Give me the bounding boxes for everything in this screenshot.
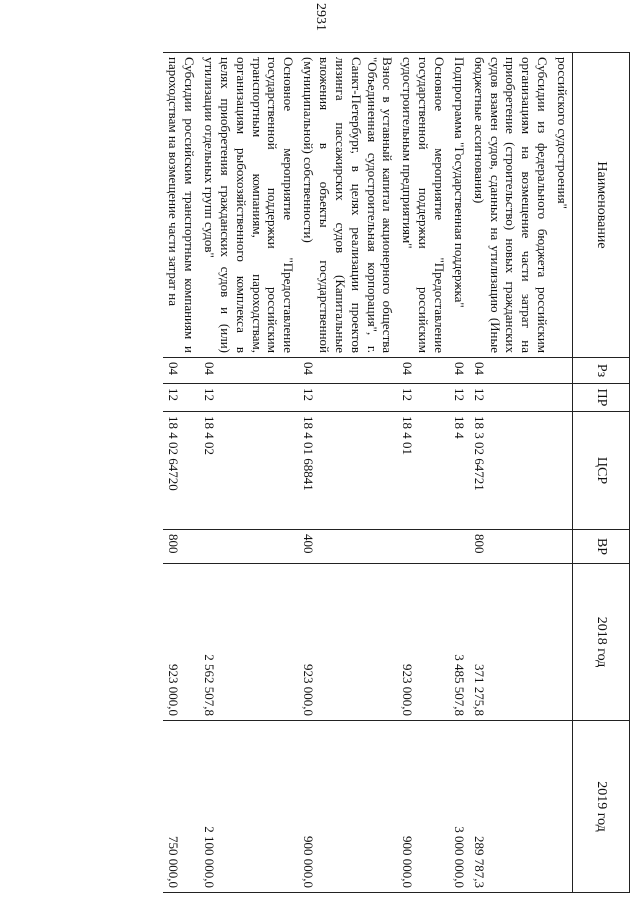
row-csr xyxy=(552,412,572,530)
rotated-page xyxy=(50,52,630,892)
row-csr: 18 4 01 68841 xyxy=(298,412,397,530)
header-2019: 2019 год xyxy=(573,721,630,893)
page-number: 2931 xyxy=(313,3,328,31)
table-header xyxy=(573,53,630,893)
header-2018: 2018 год xyxy=(573,564,630,721)
header-name: Наименование xyxy=(573,53,630,358)
row-vr xyxy=(552,530,572,564)
row-vr xyxy=(199,530,298,564)
row-2019: 900 000,0 xyxy=(298,721,397,893)
row-2019 xyxy=(552,721,572,893)
row-rz: 04 xyxy=(199,358,298,384)
row-pr: 12 xyxy=(199,384,298,412)
row-name: Субсидии из федерального бюджета российским организациям на возмещение части затрат на приобретение (строительство) новых гражданских судов взамен судов, сданных на утилизацию (Иные бюджетные ассигнования) xyxy=(469,53,552,358)
row-2018: 923 000,0 xyxy=(163,564,199,721)
row-pr xyxy=(552,384,572,412)
row-vr xyxy=(449,530,469,564)
row-2018: 3 485 507,8 xyxy=(449,564,469,721)
row-name: Основное мероприятие "Предоставление государственной поддержки российским судостроительным предприятиям" xyxy=(397,53,449,358)
row-2019: 2 100 000,0 xyxy=(199,721,298,893)
row-2019: 750 000,0 xyxy=(163,721,199,893)
row-csr: 18 4 02 64720 xyxy=(163,412,199,530)
row-2019: 289 787,3 xyxy=(469,721,552,893)
row-name: Подпрограмма "Государственная поддержка" xyxy=(449,53,469,358)
row-rz: 04 xyxy=(298,358,397,384)
row-pr: 12 xyxy=(163,384,199,412)
row-2018 xyxy=(552,564,572,721)
table-row xyxy=(449,53,469,893)
table-row xyxy=(469,53,552,893)
row-name: Основное мероприятие "Предоставление государственной поддержки российским транспортным компаниям, пароходствам, организациям рыбохозяйственного комплекса в целях приобретения гражданских судов и (или) утилизации отдельных групп судов" xyxy=(199,53,298,358)
header-rz: Рз xyxy=(573,358,630,384)
row-rz: 04 xyxy=(163,358,199,384)
header-pr: ПР xyxy=(573,384,630,412)
row-2018: 371 275,8 xyxy=(469,564,552,721)
row-csr: 18 4 xyxy=(449,412,469,530)
row-pr: 12 xyxy=(397,384,449,412)
header-vr: ВР xyxy=(573,530,630,564)
table-row xyxy=(163,53,199,893)
row-name: Субсидии российским транспортным компаниям и пароходствам на возмещение части затрат на xyxy=(163,53,199,358)
row-rz: 04 xyxy=(469,358,552,384)
table-row xyxy=(552,53,572,893)
row-name: российского судостроения" xyxy=(552,53,572,358)
row-rz xyxy=(552,358,572,384)
row-vr xyxy=(397,530,449,564)
table-row xyxy=(397,53,449,893)
row-vr: 800 xyxy=(163,530,199,564)
table-row xyxy=(298,53,397,893)
row-pr: 12 xyxy=(449,384,469,412)
header-csr: ЦСР xyxy=(573,412,630,530)
row-rz: 04 xyxy=(449,358,469,384)
row-pr: 12 xyxy=(469,384,552,412)
row-vr: 800 xyxy=(469,530,552,564)
table-row xyxy=(199,53,298,893)
row-csr: 18 4 02 xyxy=(199,412,298,530)
row-2018: 923 000,0 xyxy=(298,564,397,721)
row-name: Взнос в уставный капитал акционерного общества "Объединенная судостроительная корпорация", г. Санкт-Петербург, в целях реализации проектов лизинга пассажирских судов (Капитальные вложения в объекты государственной (муниципальной) собственности) xyxy=(298,53,397,358)
row-csr: 18 4 01 xyxy=(397,412,449,530)
budget-table xyxy=(163,52,630,893)
row-csr: 18 3 02 64721 xyxy=(469,412,552,530)
row-2019: 3 000 000,0 xyxy=(449,721,469,893)
header-row xyxy=(573,53,630,893)
row-pr: 12 xyxy=(298,384,397,412)
row-2018: 923 000,0 xyxy=(397,564,449,721)
row-2018: 2 562 507,8 xyxy=(199,564,298,721)
row-2019: 900 000,0 xyxy=(397,721,449,893)
row-rz: 04 xyxy=(397,358,449,384)
row-vr: 400 xyxy=(298,530,397,564)
table-body xyxy=(163,53,572,893)
